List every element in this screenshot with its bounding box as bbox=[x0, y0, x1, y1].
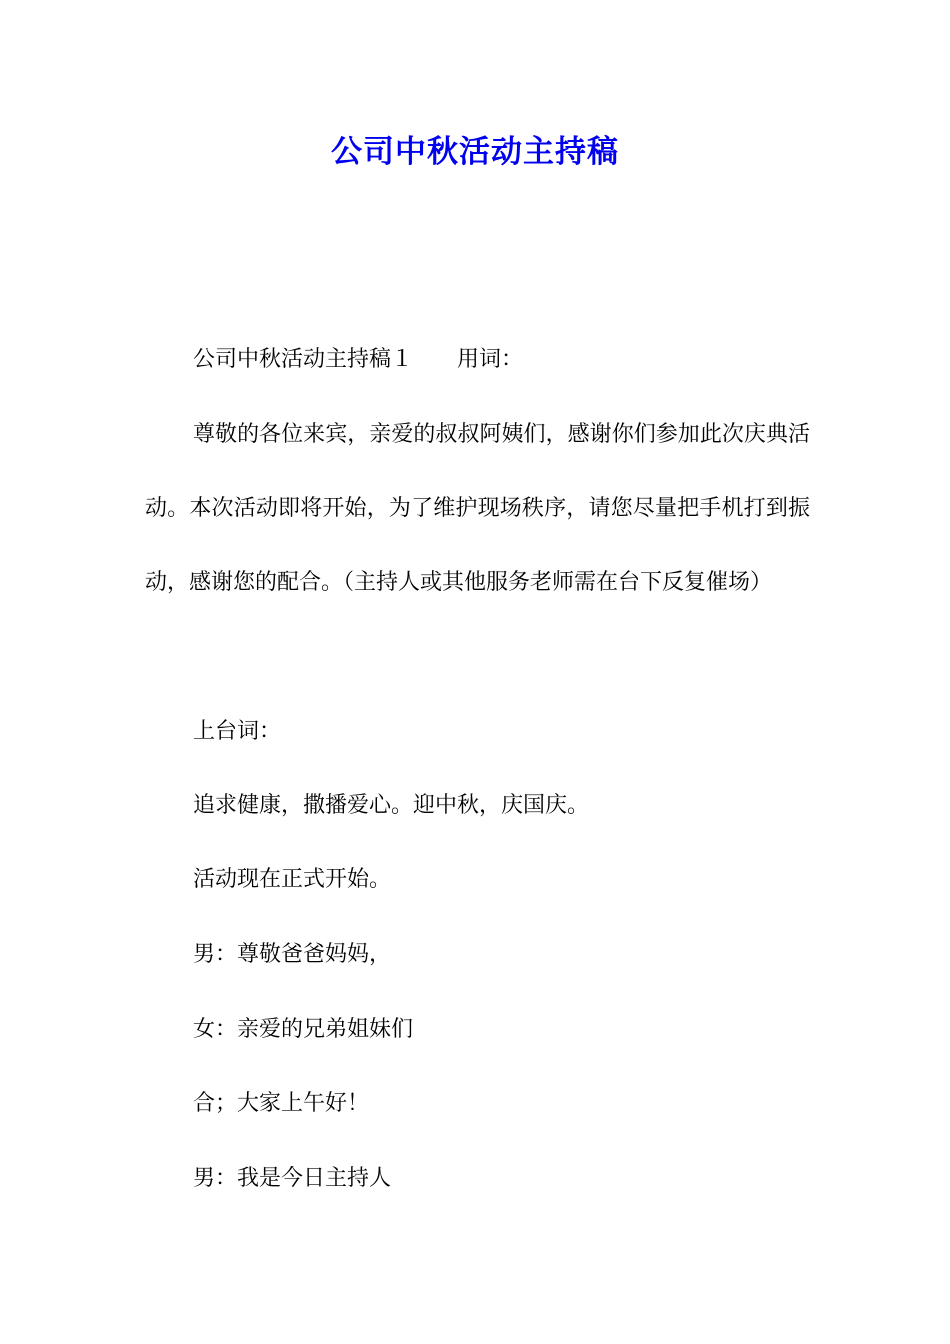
paragraph-female-greeting: 女：亲爱的兄弟姐妹们 bbox=[193, 1017, 414, 1042]
document-title: 公司中秋活动主持稿 bbox=[331, 134, 619, 170]
paragraph-start: 活动现在正式开始。 bbox=[193, 867, 392, 892]
paragraph-together-greeting: 合；大家上午好！ bbox=[193, 1091, 370, 1116]
paragraph-male-host-intro: 男：我是今日主持人 bbox=[193, 1166, 392, 1191]
paragraph-opening-notice: 尊敬的各位来宾，亲爱的叔叔阿姨们，感谢你们参加此次庆典活动。本次活动即将开始，为了维护现场秩序，请您尽量把手机打到振动，感谢您的配合。（主持人或其他服务老师需在台下反复催场） bbox=[145, 422, 810, 595]
paragraph-slogan: 追求健康，撒播爱心。迎中秋，庆国庆。 bbox=[193, 793, 590, 818]
section-heading-line bbox=[145, 323, 810, 397]
section-label: 用词： bbox=[457, 347, 524, 372]
paragraph-male-greeting: 男：尊敬爸爸妈妈， bbox=[193, 942, 392, 967]
section-heading: 公司中秋活动主持稿１ bbox=[193, 347, 414, 372]
paragraph-stage-words: 上台词： bbox=[193, 719, 282, 744]
